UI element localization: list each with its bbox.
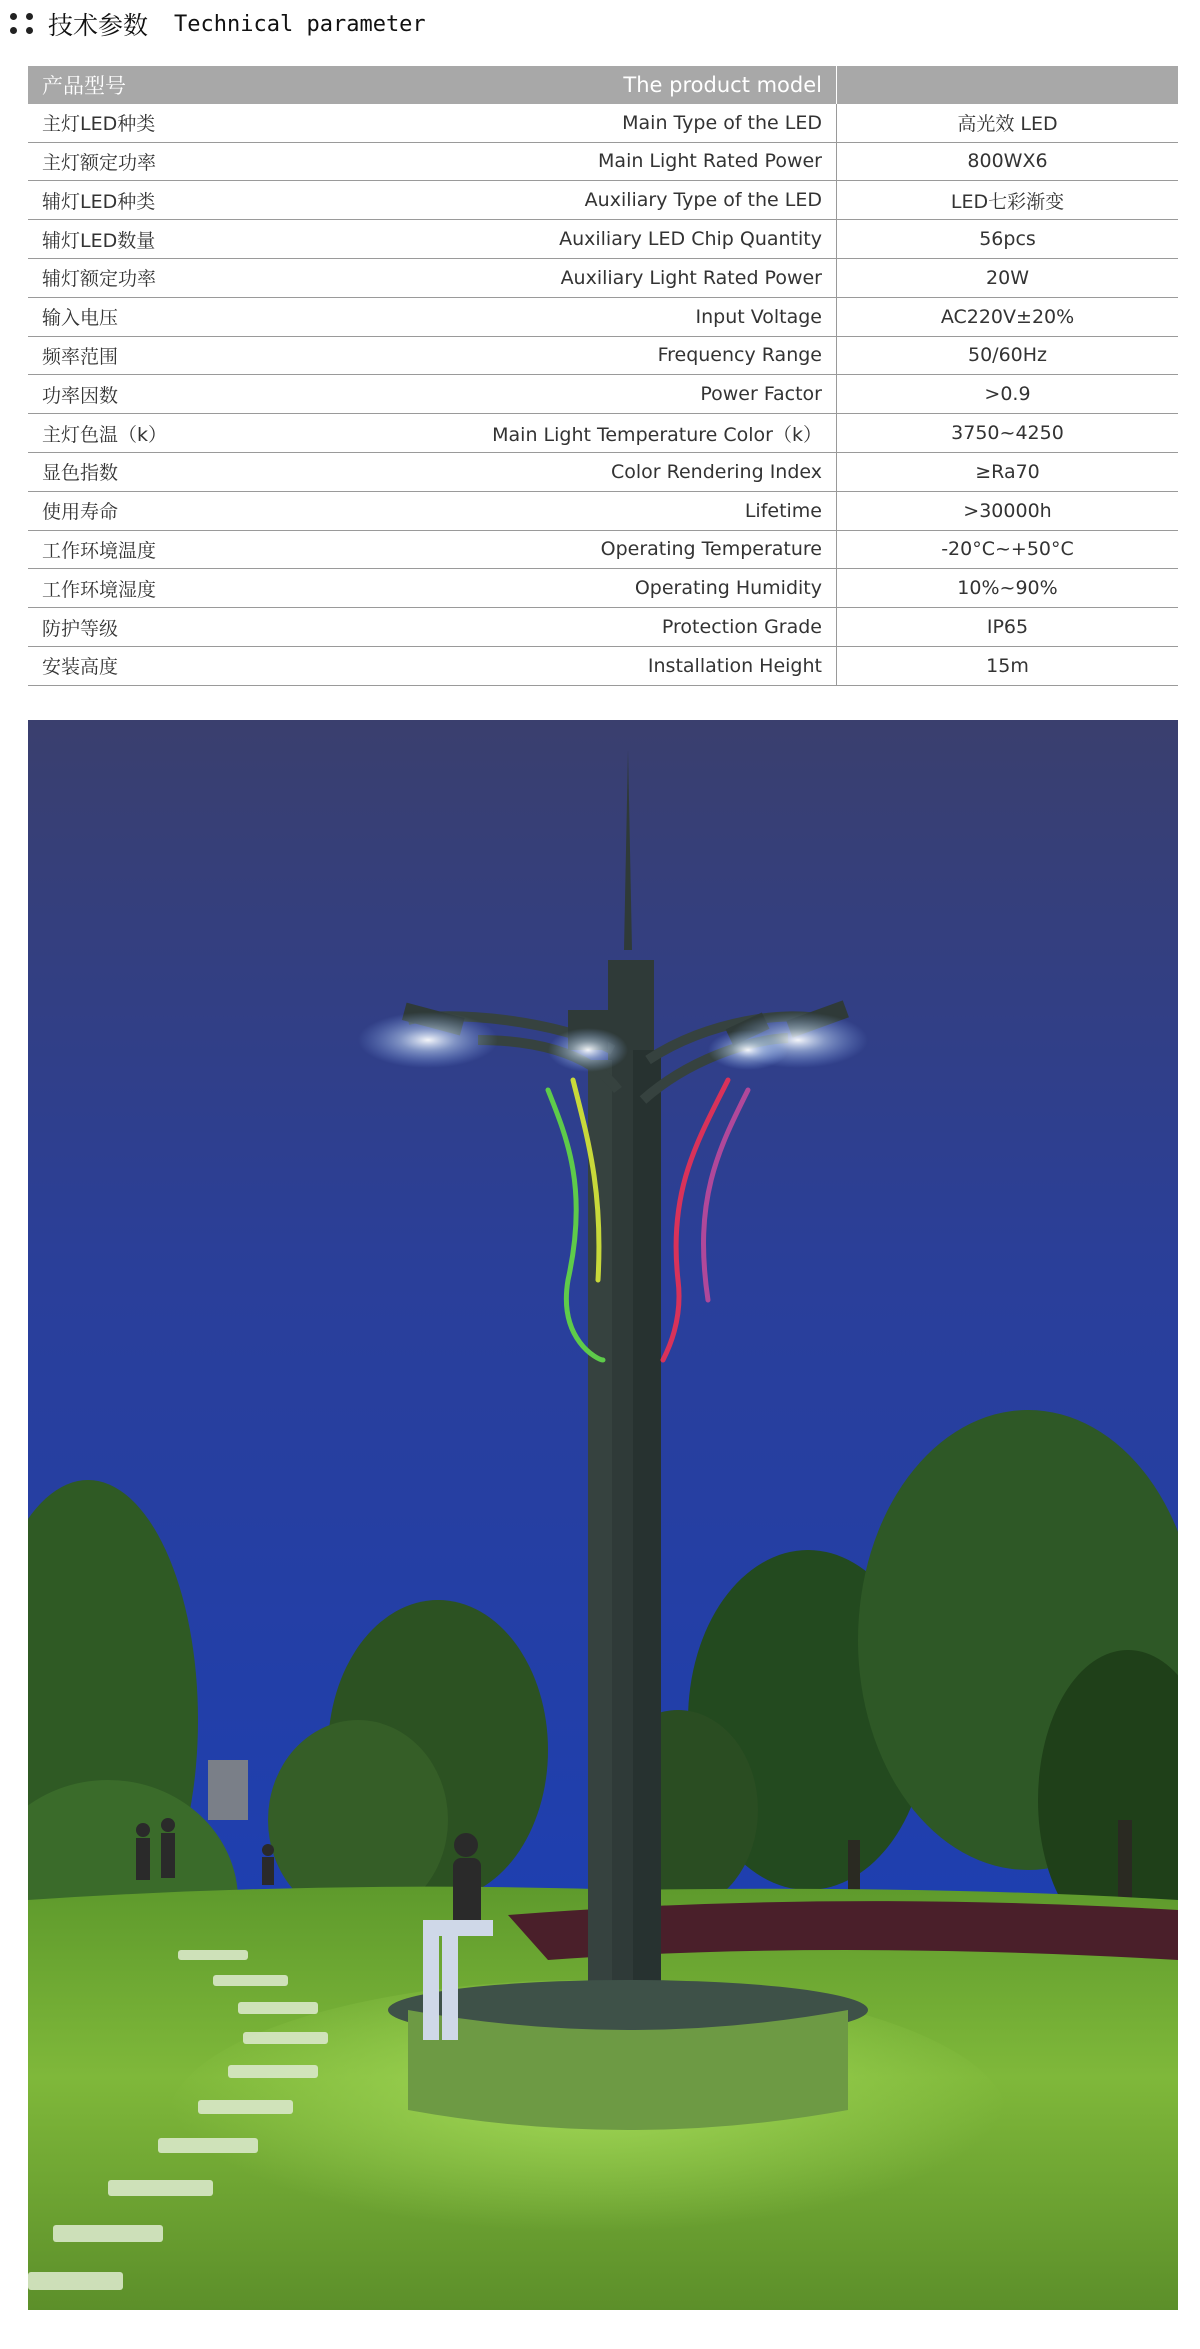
row-label-cn: 频率范围 — [28, 336, 422, 375]
row-label-cn: 主灯色温（k） — [28, 414, 422, 453]
header-cn: 产品型号 — [28, 66, 422, 104]
row-value: 高光效 LED — [837, 104, 1179, 142]
spec-table — [28, 66, 1178, 686]
table-row — [28, 491, 1178, 530]
row-label-cn: 使用寿命 — [28, 491, 422, 530]
row-value: IP65 — [837, 608, 1179, 647]
row-value: LED七彩渐变 — [837, 181, 1179, 220]
table-row — [28, 452, 1178, 491]
row-label-cn: 输入电压 — [28, 297, 422, 336]
row-label-en: Lifetime — [422, 491, 837, 530]
row-value: 20W — [837, 258, 1179, 297]
row-label-cn: 主灯额定功率 — [28, 142, 422, 181]
row-label-cn: 辅灯LED数量 — [28, 220, 422, 259]
header-value — [837, 66, 1179, 104]
row-label-en: Auxiliary Light Rated Power — [422, 258, 837, 297]
row-label-cn: 防护等级 — [28, 608, 422, 647]
table-row — [28, 336, 1178, 375]
row-label-en: Operating Temperature — [422, 530, 837, 569]
row-label-en: Operating Humidity — [422, 569, 837, 608]
row-label-en: Auxiliary LED Chip Quantity — [422, 220, 837, 259]
table-row — [28, 258, 1178, 297]
row-label-en: Main Light Rated Power — [422, 142, 837, 181]
row-value: 50/60Hz — [837, 336, 1179, 375]
row-label-cn: 安装高度 — [28, 646, 422, 685]
table-row — [28, 608, 1178, 647]
row-label-en: Input Voltage — [422, 297, 837, 336]
section-heading — [10, 6, 426, 42]
heading-title-en: Technical parameter — [174, 11, 426, 37]
row-value: >30000h — [837, 491, 1179, 530]
table-row — [28, 181, 1178, 220]
row-label-cn: 功率因数 — [28, 375, 422, 414]
bullet-dots-icon — [10, 13, 34, 35]
table-row — [28, 646, 1178, 685]
row-label-cn: 主灯LED种类 — [28, 104, 422, 142]
table-row — [28, 104, 1178, 142]
row-value: 3750~4250 — [837, 414, 1179, 453]
table-row — [28, 569, 1178, 608]
row-value: >0.9 — [837, 375, 1179, 414]
table-row — [28, 375, 1178, 414]
row-value: 15m — [837, 646, 1179, 685]
header-en: The product model — [422, 66, 837, 104]
heading-title-cn: 技术参数 — [48, 11, 149, 40]
row-label-cn: 显色指数 — [28, 452, 422, 491]
table-row — [28, 530, 1178, 569]
spec-table-header — [28, 66, 1178, 104]
product-scene-illustration — [28, 720, 1178, 2310]
row-label-cn: 辅灯额定功率 — [28, 258, 422, 297]
table-row — [28, 414, 1178, 453]
row-label-en: Protection Grade — [422, 608, 837, 647]
row-label-en: Auxiliary Type of the LED — [422, 181, 837, 220]
row-value: ≥Ra70 — [837, 452, 1179, 491]
row-label-en: Color Rendering Index — [422, 452, 837, 491]
row-value: -20°C~+50°C — [837, 530, 1179, 569]
table-row — [28, 297, 1178, 336]
table-row — [28, 142, 1178, 181]
row-value: 10%~90% — [837, 569, 1179, 608]
table-row — [28, 220, 1178, 259]
row-value: AC220V±20% — [837, 297, 1179, 336]
row-label-cn: 工作环境温度 — [28, 530, 422, 569]
row-label-en: Frequency Range — [422, 336, 837, 375]
row-value: 56pcs — [837, 220, 1179, 259]
row-label-cn: 辅灯LED种类 — [28, 181, 422, 220]
row-value: 800WX6 — [837, 142, 1179, 181]
row-label-cn: 工作环境湿度 — [28, 569, 422, 608]
row-label-en: Power Factor — [422, 375, 837, 414]
round-bench — [388, 1980, 868, 2130]
row-label-en: Installation Height — [422, 646, 837, 685]
row-label-en: Main Type of the LED — [422, 104, 837, 142]
row-label-en: Main Light Temperature Color（k） — [422, 414, 837, 453]
